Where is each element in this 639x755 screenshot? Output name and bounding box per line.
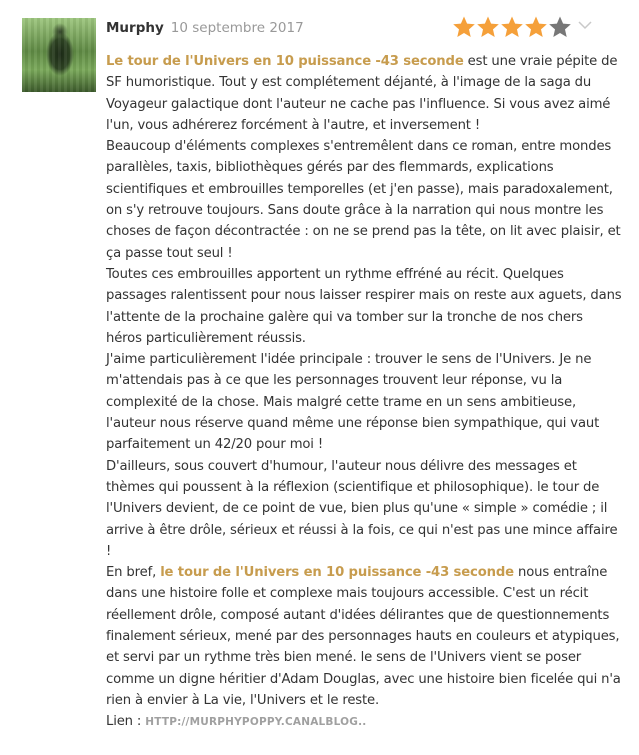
- avatar[interactable]: [22, 18, 96, 92]
- review-paragraph: [106, 136, 622, 264]
- star-icon: [476, 15, 500, 39]
- paragraph-text: En bref,: [106, 565, 161, 581]
- review-body: [106, 51, 622, 734]
- star-icon: [548, 15, 572, 39]
- paragraph-text: nous entraîne dans une histoire folle et complexe mais toujours accessible. C'est un récit réellement drôle, composé autant d'idées délirantes que de questionnements finalement sérieux, mené par des personnages hauts en couleurs et atypiques, et servi par un rythme très bien mené. le sens de l'Univers vient se poser comme un digne héritier d'Adam Douglas, avec une histoire bien ficelée qui n'a rien à envier à La vie, l'Univers et le reste.: [106, 565, 621, 708]
- paragraph-text: J'aime particulièrement l'idée principale : trouver le sens de l'Univers. Je ne m'attendais pas à ce que les personnages trouvent leur réponse, vu la complexité de la chose. Mais malgré cette trame en un sens ambitieuse, l'auteur nous réserve quand même une réponse bien sympathique, qui vaut parfaitement un 42/20 pour moi !: [106, 352, 600, 453]
- paragraph-text: est une vraie pépite de SF humoristique. Tout y est complétement déjanté, à l'image de la saga du Voyageur galactique dont l'auteur ne cache pas l'influence. Si vous avez aimé l'un, vous adhérerez forcément à l'autre, et inversement !: [106, 54, 618, 133]
- star-icon: [500, 15, 524, 39]
- paragraph-text: Beaucoup d'éléments complexes s'entremêlent dans ce roman, entre mondes parallèles, taxis, bibliothèques gérés par des flemmards, explications scientifiques et embrouilles temporelles (et j'en passe), mais paradoxalement, on s'y retrouve toujours. Sans doute grâce à la narration qui nous montre les choses de façon décontractée : on ne se prend pas la tête, on lit avec plaisir, et ça passe tout seul !: [106, 139, 621, 261]
- chevron-down-icon[interactable]: [578, 20, 592, 30]
- star-icon: [452, 15, 476, 39]
- book-title-link[interactable]: Le tour de l'Univers en 10 puissance -43 seconde: [106, 54, 464, 69]
- review-paragraph: [106, 264, 622, 349]
- paragraph-text: D'ailleurs, sous couvert d'humour, l'auteur nous délivre des messages et thèmes qui poussent à la réflexion (scientifique et philosophique). le tour de l'Univers devient, de ce point de vue, bien plus qu'une « simple » comédie ; il arrive à être drôle, sérieux et réussi à la fois, ce qui n'est pas une mince affaire !: [106, 458, 618, 559]
- review-header: [106, 20, 304, 42]
- star-rating: [452, 15, 572, 39]
- review-date: 10 septembre 2017: [170, 20, 304, 36]
- review-paragraph: [106, 562, 622, 711]
- star-icon: [524, 15, 548, 39]
- review-paragraph: [106, 349, 622, 455]
- review-link-line: [106, 711, 622, 733]
- external-link[interactable]: HTTP://MURPHYPOPPY.CANALBLOG..: [145, 716, 367, 729]
- paragraph-text: Toutes ces embrouilles apportent un rythme effréné au récit. Quelques passages ralentissent pour nous laisser respirer mais on reste aux aguets, dans l'attente de la prochaine galère qui va tomber sur la tronche de nos chers héros particulièrement réussis.: [106, 266, 622, 346]
- review-paragraph: [106, 51, 622, 136]
- link-label: Lien :: [106, 714, 146, 730]
- book-title-link[interactable]: le tour de l'Univers en 10 puissance -43 seconde: [160, 565, 514, 581]
- author-name[interactable]: Murphy: [106, 20, 164, 36]
- review-paragraph: [106, 456, 622, 562]
